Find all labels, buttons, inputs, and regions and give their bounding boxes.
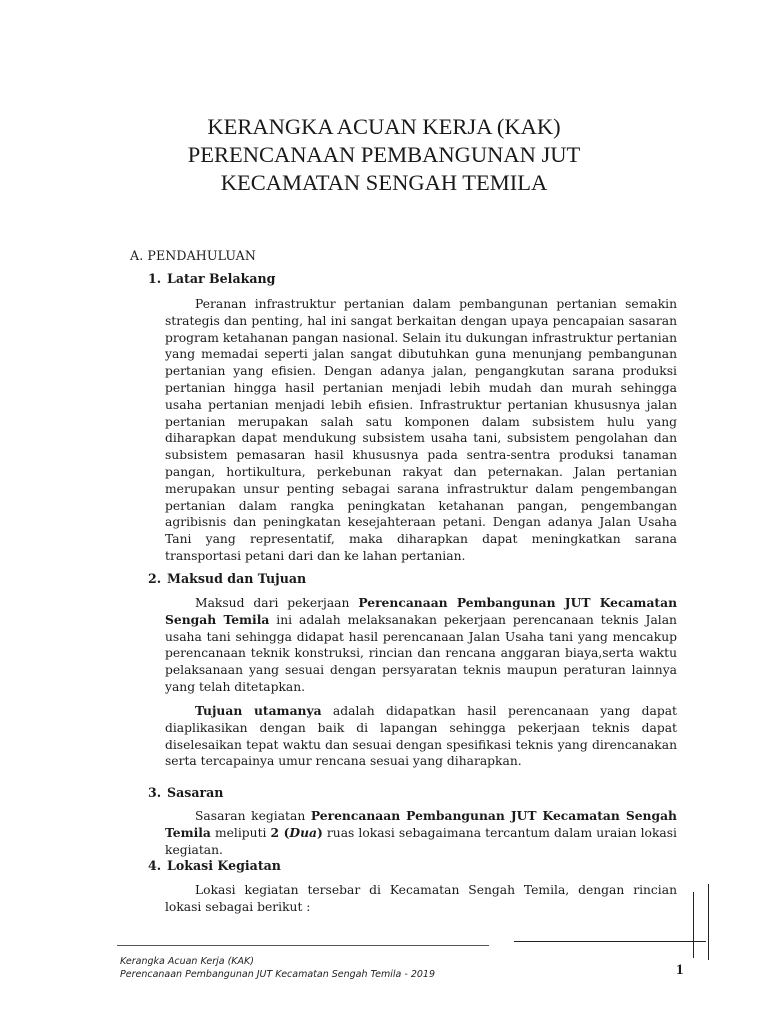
sasaran-count-word: Dua <box>289 824 317 840</box>
subsection-title: Maksud dan Tujuan <box>167 571 307 586</box>
sasaran-paren-open: ( <box>279 824 290 840</box>
footer-corner-horizontal-line <box>514 941 706 942</box>
sasaran-count: 2 <box>270 824 280 840</box>
paragraph-maksud <box>165 595 677 696</box>
subsection-number: 1. <box>148 271 162 286</box>
paragraph-latar-belakang: Peranan infrastruktur pertanian dalam pembangunan pertanian semakin strategis dan penting, hal ini sangat berkaitan dengan upaya pencapaian sasaran program ketahanan pangan nasional. Selain itu dukungan infrastruktur pertanian yang memadai seperti jalan sangat dibutuhkan guna menunjang pembangunan pertanian yang efisien. Dengan adanya jalan, pengangkutan sarana produksi pertanian hingga hasil pertanian menjadi lebih mudah dan murah sehingga usaha pertanian menjadi lebih efisien. Infrastruktur pertanian khususnya jalan pertanian merupakan salah satu komponen dalam subsistem hulu yang diharapkan dapat mendukung subsistem usaha tani, subsistem pengolahan dan subsistem pemasaran hasil khususnya pada sentra-sentra produksi tanaman pangan, hortikultura, perkebunan rakyat dan peternakan. Jalan pertanian merupakan unsur penting sebagai sarana infrastruktur dalam pengembangan pertanian dalam rangka peningkatan ketahanan pangan, pengembangan agribisnis dan peningkatan kesejahteraan petani. Dengan adanya Jalan Usaha Tani yang representatif, maka diharapkan dapat meningkatkan sarana transportasi petani dari dan ke lahan pertanian. <box>165 297 677 563</box>
maksud-body: ini adalah melaksanakan pekerjaan perencanaan teknis Jalan usaha tani sehingga didapat hasil perencanaan Jalan Usaha tani yang mencakup perencanaan teknik konstruksi, rincian dan rencana anggaran biaya,serta waktu pelaksanaan yang sesuai dengan persyaratan teknis maupun peraturan lainnya yang telah ditetapkan. <box>165 612 677 694</box>
paragraph-lokasi: Lokasi kegiatan tersebar di Kecamatan Sengah Temila, dengan rincian lokasi sebagai berikut : <box>165 883 677 914</box>
subsection-number: 4. <box>148 858 162 873</box>
paragraph-tujuan <box>165 703 677 770</box>
subsection-number: 2. <box>148 571 162 586</box>
title-line-3: KECAMATAN SENGAH TEMILA <box>220 170 548 195</box>
sasaran-paren-close: ) <box>316 824 323 840</box>
sasaran-mid: meliputi <box>210 825 271 840</box>
subsection-number: 3. <box>148 785 162 800</box>
footer <box>120 955 435 981</box>
maksud-project-name: Perencanaan Pembangunan JUT Kecamatan Sengah Temila <box>165 595 678 627</box>
page-number: 1 <box>676 962 684 978</box>
paragraph-sasaran <box>165 808 677 858</box>
title-line-1: KERANGKA ACUAN KERJA (KAK) <box>207 114 561 139</box>
sasaran-project-name: Perencanaan Pembangunan JUT Kecamatan Sengah Temila <box>165 808 677 840</box>
maksud-intro: Maksud dari pekerjaan <box>195 596 359 610</box>
tujuan-body: adalah didapatkan hasil perencanaan yang dapat diaplikasikan dengan baik di lapangan sehingga pekerjaan teknis dapat diselesaikan tepat waktu dan sesuai dengan spesifikasi teknis yang direncanakan serta tercapainya umur rencana sesuai yang diharapkan. <box>165 704 677 769</box>
subsection-heading-latar-belakang <box>148 271 275 286</box>
tujuan-label: Tujuan utamanya <box>195 703 322 718</box>
footer-corner-vertical-line <box>693 892 694 958</box>
footer-line-2: Perencanaan Pembangunan JUT Kecamatan Sengah Temila - 2019 <box>120 969 436 980</box>
subsection-title: Lokasi Kegiatan <box>167 858 281 873</box>
footer-rule <box>117 945 489 946</box>
section-heading-pendahuluan: A. PENDAHULUAN <box>130 248 256 263</box>
footer-line-1: Kerangka Acuan Kerja (KAK) <box>120 956 254 967</box>
sasaran-body: ruas lokasi sebagaimana tercantum dalam uraian lokasi kegiatan. <box>165 825 677 857</box>
subsection-heading-maksud-tujuan <box>148 571 306 586</box>
document-title <box>0 113 768 197</box>
subsection-heading-lokasi <box>148 858 281 873</box>
sasaran-intro: Sasaran kegiatan <box>195 809 311 823</box>
subsection-title: Latar Belakang <box>167 271 276 286</box>
footer-corner-vertical-line-outer <box>708 884 709 960</box>
title-line-2: PERENCANAAN PEMBANGUNAN JUT <box>187 142 581 167</box>
subsection-title: Sasaran <box>167 785 224 800</box>
subsection-heading-sasaran <box>148 785 223 800</box>
